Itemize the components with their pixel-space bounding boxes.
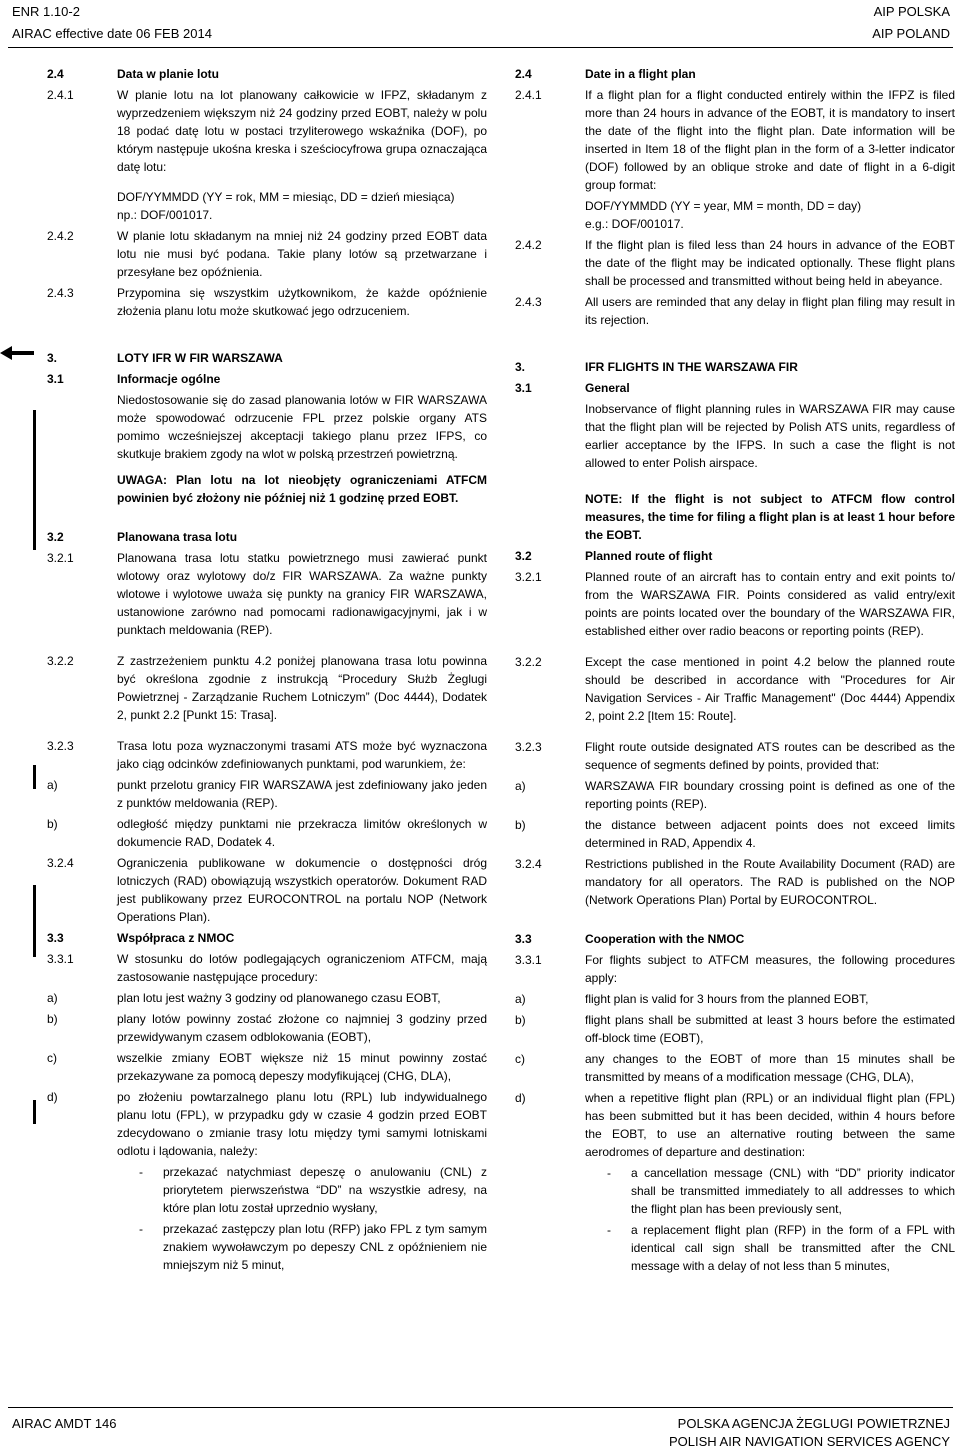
dash-item-pl: - przekazać natychmiast depeszę o anulowaniu (CNL) z priorytetem pierwszeństwa “DD” na wszystkie adresy, na które plan lotu został uprzednio wysłany, [139,1165,487,1215]
section-3-3-en: 3.3 Cooperation with the NMOC [515,932,745,946]
para-3-3-1-a-en: a) flight plan is valid for 3 hours from the planned EOBT, [515,992,869,1006]
para-3-3-1-a-pl: a) plan lotu jest ważny 3 godziny od planowanego czasu EOBT, [47,991,441,1005]
para-2-4-2-pl: 2.4.2 W planie lotu składanym na mniej niż 24 godziny przed EOBT data lotu nie musi być podana. Takie plany lotów są przetwarzane i przesyłane bez opóźnienia. [47,229,487,279]
para-2-4-1-en: 2.4.1 If a flight plan for a flight conducted entirely within the IFPZ is filed more than 24 hours in advance of the EOBT, it is mandatory to insert the date of the flight into the flight plan. Date information will be inserted in Item 18 of the flight plan in the form of a 3-letter indicator (DOF) followed by an oblique stroke and date of flight in a 6-digit group format: [515,88,955,192]
section-3-pl: 3. LOTY IFR W FIR WARSZAWA [47,351,283,365]
dash-item-pl: - przekazać zastępczy plan lotu (RFP) jako FPL z tym samym znakiem wywoławczym po depeszy CNL z opóźnieniem nie mniejszym niż 5 minut, [139,1222,487,1272]
polish-column [47,65,487,1277]
para-3-2-3-b-pl: b) odległość między punktami nie przekracza limitów określonych w dokumencie RAD, Dodatek 4. [47,817,487,849]
section-3-en: 3. IFR FLIGHTS IN THE WARSZAWA FIR [515,360,798,374]
para-3-3-1-d-en: d) when a repetitive flight plan (RPL) or an individual flight plan (FPL) has been submitted but it has been decided, within 4 hours before the EOBT, to use an alternative routing between the same aerodromes of departure and destination: [515,1091,955,1159]
para-3-2-3-b-en: b) the distance between adjacent points does not exceed limits determined in RAD, Appendix 4. [515,818,955,850]
para-3-1-pl: Niedostosowanie się do zasad planowania lotów w FIR WARSZAWA może spowodować odrzucenie FPL przez polskie organy ATS pomimo wcześniejszej akceptacji takiego planu przez IFPS, co skutkuje brakiem zgody na wlot w polską przestrzeń powietrzną. [117,393,487,461]
para-3-2-1-en: 3.2.1 Planned route of an aircraft has to contain entry and exit points to/ from the WARSZAWA FIR. Points considered as valid entry/exit points are points located over the boundary of the WARSZAWA FIR, established either over radio beacons or reporting points (REP). [515,570,955,638]
change-bar [33,410,36,550]
para-2-4-1-pl: 2.4.1 W planie lotu na lot planowany całkowicie w IFPZ, składanym z wyprzedzeniem większym niż 24 godziny przed EOBT, należy w polu 18 podać datę lotu w postaci trzyliterowego wskaźnika (DOF), po którym następuje ukośna kreska i sześciocyfrowa grupa oznaczająca datę lotu: [47,88,487,174]
para-3-2-1-pl: 3.2.1 Planowana trasa lotu statku powietrznego musi zawierać punkt wlotowy oraz wylotowy do/z FIR WARSZAWA. Za ważne punkty wlotowe i wylotowe uważa się punkty na granicy FIR WARSZAWA, ustanowione zarówno nad pomocami radionawigacyjnymi, jak i w punktach meldowania (REP). [47,551,487,637]
dash-item-en: - a replacement flight plan (RFP) in the form of a FPL with identical call sign shall be transmitted after the CNL message with a delay of not less than 5 minutes, [607,1223,955,1273]
para-3-2-3-pl: 3.2.3 Trasa lotu poza wyznaczonymi trasami ATS może być wyznaczona jako ciąg odcinków zdefiniowanych punktami, pod warunkiem, że: [47,739,487,771]
change-arrow-icon [0,345,34,361]
agency-en: POLISH AIR NAVIGATION SERVICES AGENCY [668,1434,950,1449]
dash-item-en: - a cancellation message (CNL) with “DD” priority indicator shall be transmitted immediately to all addresses to which the flight plan has been previously sent, [607,1166,955,1216]
para-3-2-3-en: 3.2.3 Flight route outside designated ATS routes can be described as the sequence of segments defined by points, provided that: [515,740,955,772]
aip-poland: AIP POLAND [872,26,950,41]
para-3-2-2-pl: 3.2.2 Z zastrzeżeniem punktu 4.2 poniżej planowana trasa lotu powinna być określona zgodnie z instrukcją “Procedury Służb Żeglugi Powietrznej - Zarządzanie Ruchem Lotniczym” (Doc 4444), Dodatek 2, punkt 2.2 [Punkt 15: Trasa]. [47,654,487,722]
section-2-4-en: 2.4 Date in a flight plan [515,67,696,81]
para-2-4-2-en: 2.4.2 If the flight plan is filed less than 24 hours in advance of the EOBT the date of the flight may be indicated optionally. These flight plans shall be processed and transmitted without being held in abeyance. [515,238,955,288]
para-3-3-1-pl: 3.3.1 W stosunku do lotów podlegających ograniczeniom ATFCM, mają zastosowanie następujące procedury: [47,952,487,984]
dof-format-en: DOF/YYMMDD (YY = year, MM = month, DD = day) [585,199,862,213]
section-3-1-pl: 3.1 Informacje ogólne [47,372,221,386]
english-column [515,65,955,1278]
section-3-2-en: 3.2 Planned route of flight [515,549,713,563]
note-3-1-en: NOTE: If the flight is not subject to ATFCM flow control measures, the time for filing a flight plan is at least 1 hour before the EOBT. [585,492,955,542]
note-3-1-pl: UWAGA: Plan lotu na lot nieobjęty ograniczeniami ATFCM powinien być złożony nie później niż 1 godzinę przed EOBT. [117,473,487,505]
section-3-2-pl: 3.2 Planowana trasa lotu [47,530,238,544]
para-2-4-3-pl: 2.4.3 Przypomina się wszystkim użytkownikom, że każde opóźnienie złożenia planu lotu może skutkować jego odrzuceniem. [47,286,487,318]
section-2-4-pl: 2.4 Data w planie lotu [47,67,220,81]
para-3-3-1-b-en: b) flight plans shall be submitted at least 3 hours before the estimated off-block time (EOBT), [515,1013,955,1045]
section-3-3-pl: 3.3 Współpraca z NMOC [47,931,235,945]
airac-amdt: AIRAC AMDT 146 [12,1416,117,1431]
dof-example-pl: np.: DOF/001017. [117,208,213,222]
doc-ref: ENR 1.10-2 [12,4,80,19]
para-3-3-1-en: 3.3.1 For flights subject to ATFCM measures, the following procedures apply: [515,953,955,985]
para-3-2-3-a-en: a) WARSZAWA FIR boundary crossing point is defined as one of the reporting points (REP). [515,779,955,811]
airac-date: AIRAC effective date 06 FEB 2014 [12,26,212,41]
para-3-2-2-en: 3.2.2 Except the case mentioned in point 4.2 below the planned route should be described in accordance with "Procedures for Air Navigation Services - Air Traffic Management" (Doc 4444) Appendix 2, point 2.2 [Item 15: Route]. [515,655,955,723]
para-3-1-en: Inobservance of flight planning rules in WARSZAWA FIR may cause that the flight plan will be rejected by Polish ATS units, regardless of earlier acceptance by the IFPS. In such a case the flight is not allowed to enter Polish airspace. [585,402,955,470]
para-2-4-3-en: 2.4.3 All users are reminded that any delay in flight plan filing may result in its rejection. [515,295,955,327]
header-rule [8,47,953,48]
footer-rule [8,1407,953,1408]
change-bar [33,1100,36,1124]
para-3-2-4-en: 3.2.4 Restrictions published in the Route Availability Document (RAD) are mandatory for all operators. The RAD is published on the NOP (Network Operations Plan) Portal by EUROCONTROL. [515,857,955,907]
agency-pl: POLSKA AGENCJA ŻEGLUGI POWIETRZNEJ [677,1416,950,1431]
para-3-2-4-pl: 3.2.4 Ograniczenia publikowane w dokumencie o dostępności dróg lotniczych (RAD) obowiązują wszystkich operatorów. Dokument RAD jest publikowany przez EUROCONTROL na portalu NOP (Network Operations Plan). [47,856,487,924]
dof-format-pl: DOF/YYMMDD (YY = rok, MM = miesiąc, DD = dzień miesiąca) [117,190,455,204]
para-3-3-1-d-pl: d) po złożeniu powtarzalnego planu lotu (RPL) lub indywidualnego planu lotu (FPL), w przypadku gdy w czasie 4 godzin przed EOBT zdecydowano o zmianie trasy lotu między tymi samymi lotniskami odlotu i lądowania, należy: [47,1090,487,1158]
change-bar [33,885,36,957]
para-3-2-3-a-pl: a) punkt przelotu granicy FIR WARSZAWA jest zdefiniowany jako jeden z punktów meldowania (REP). [47,778,487,810]
para-3-3-1-c-en: c) any changes to the EOBT of more than 15 minutes shall be transmitted by means of a modification message (CHG, DLA), [515,1052,955,1084]
change-bar [33,765,36,789]
section-3-1-en: 3.1 General [515,381,630,395]
aip-polska: AIP POLSKA [873,4,950,19]
para-3-3-1-c-pl: c) wszelkie zmiany EOBT większe niż 15 minut powinny zostać przekazywane za pomocą depeszy modyfikującej (CHG, DLA), [47,1051,487,1083]
dof-example-en: e.g.: DOF/001017. [585,217,684,231]
para-3-3-1-b-pl: b) plany lotów powinny zostać złożone co najmniej 3 godziny przed przewidywanym czasem odblokowania (EOBT), [47,1012,487,1044]
